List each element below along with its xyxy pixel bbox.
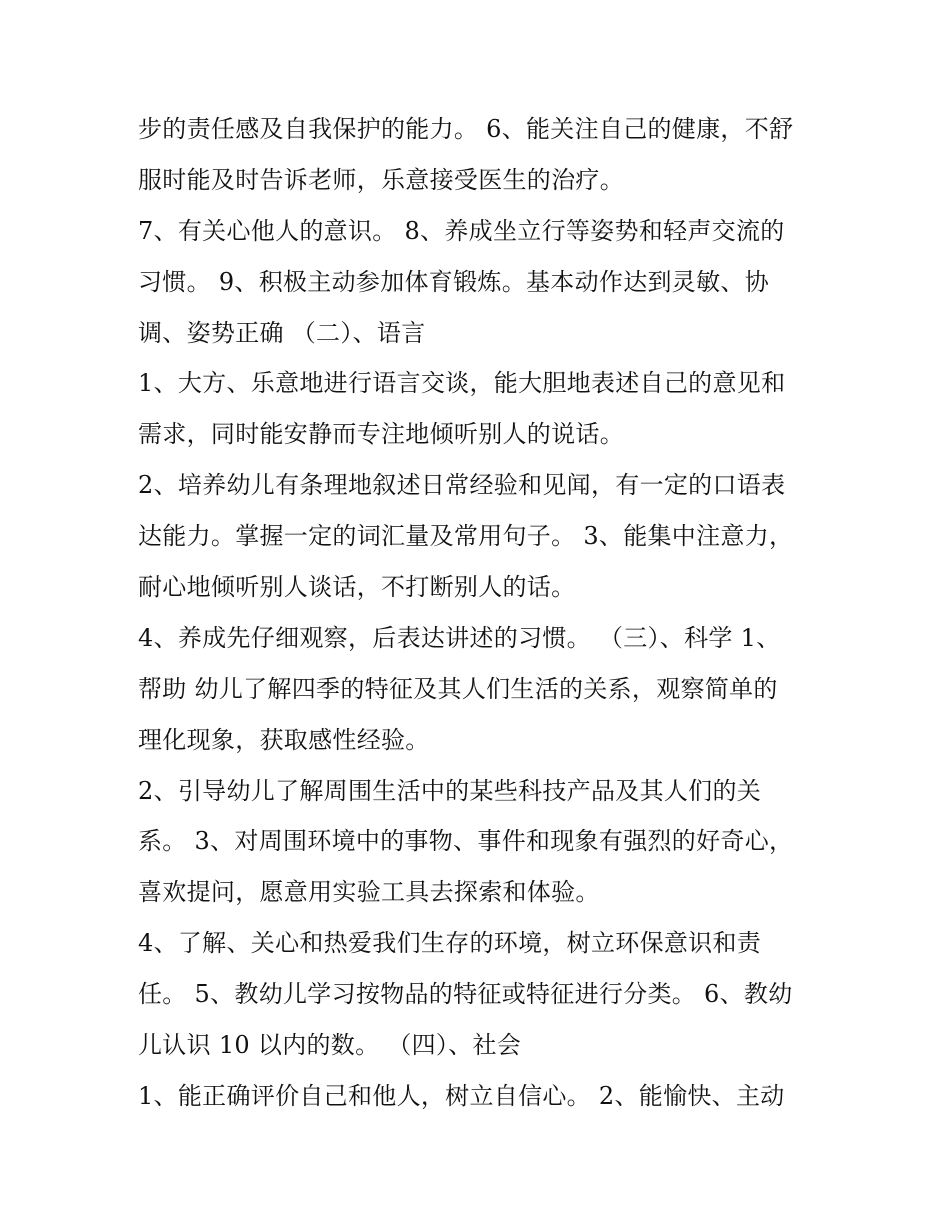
text-line: 1、能正确评价自己和他人，树立自信心。 2、能愉快、主动 <box>138 1081 785 1110</box>
text-line: 1、大方、乐意地进行语言交谈，能大胆地表述自己的意见和 <box>138 369 786 398</box>
text-line: 4、了解、关心和热爱我们生存的环境，树立环保意识和责 <box>138 929 762 958</box>
text-line: 任。 5、教幼儿学习按物品的特征或特征进行分类。 6、教幼 <box>138 980 793 1009</box>
text-line: 步的责任感及自我保护的能力。 6、能关注自己的健康，不舒 <box>138 115 794 143</box>
text-line: 系。 3、对周围环境中的事物、事件和现象有强烈的好奇心， <box>138 827 794 856</box>
text-line: 服时能及时告诉老师，乐意接受医生的治疗。 <box>138 165 624 194</box>
text-line: 需求，同时能安静而专注地倾听别人的说话。 <box>138 420 624 449</box>
text-line: 习惯。 9、积极主动参加体育锻炼。基本动作达到灵敏、协 <box>138 267 769 296</box>
text-line: 帮助 幼儿了解四季的特征及其人们生活的关系，观察简单的 <box>138 674 778 703</box>
text-line: 调、姿势正确 （二）、语言 <box>138 318 426 347</box>
text-line: 2、引导幼儿了解周围生活中的某些科技产品及其人们的关 <box>138 776 762 805</box>
text-line: 儿认识 10 以内的数。 （四）、社会 <box>138 1031 522 1060</box>
text-line: 喜欢提问，愿意用实验工具去探索和体验。 <box>138 878 600 907</box>
text-line: 理化现象，获取感性经验。 <box>138 725 430 754</box>
body-text <box>138 104 818 1122</box>
text-line: 4、养成先仔细观察，后表达讲述的习惯。 （三）、科学 1、 <box>138 623 781 652</box>
text-line: 达能力。掌握一定的词汇量及常用句子。 3、能集中注意力， <box>138 522 794 551</box>
text-line: 2、培养幼儿有条理地叙述日常经验和见闻，有一定的口语表 <box>138 471 786 500</box>
text-line: 7、有关心他人的意识。 8、养成坐立行等姿势和轻声交流的 <box>138 216 785 245</box>
text-line: 耐心地倾听别人谈话，不打断别人的话。 <box>138 573 576 602</box>
